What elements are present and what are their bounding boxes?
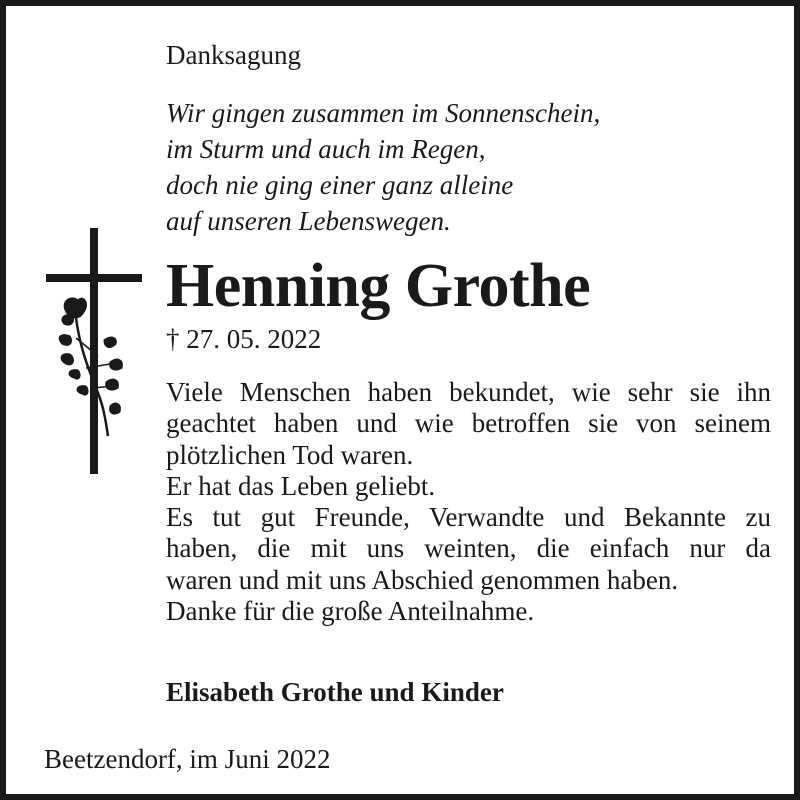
place-and-date: Beetzendorf, im Juni 2022 <box>44 744 331 774</box>
body-line: geachtet haben und wie betroffen sie von seinem <box>166 408 771 439</box>
death-date: † 27. 05. 2022 <box>166 324 322 354</box>
notice-body <box>166 377 771 627</box>
poem-line: auf unseren Lebenswegen. <box>166 206 451 236</box>
signature: Elisabeth Grothe und Kinder <box>166 677 504 707</box>
body-line: haben, die mit uns weinten, die einfach nur da <box>166 533 771 564</box>
poem <box>166 95 600 239</box>
poem-line: im Sturm und auch im Regen, <box>166 134 486 164</box>
body-line: Es tut gut Freunde, Verwandte und Bekannte zu <box>166 502 771 533</box>
body-line: Er hat das Leben geliebt. <box>166 470 436 501</box>
poem-line: Wir gingen zusammen im Sonnenschein, <box>166 98 601 128</box>
poem-line: doch nie ging einer ganz alleine <box>166 170 514 200</box>
notice-heading: Danksagung <box>166 40 301 70</box>
body-line: Viele Menschen haben bekundet, wie sehr sie ihn <box>166 377 771 407</box>
body-line: Danke für die große Anteilnahme. <box>166 596 535 627</box>
body-line: waren und mit uns Abschied genommen haben. <box>166 564 679 595</box>
body-line: plötzlichen Tod waren. <box>166 439 414 470</box>
deceased-name: Henning Grothe <box>166 252 591 320</box>
cross-with-rose-icon <box>46 228 146 474</box>
